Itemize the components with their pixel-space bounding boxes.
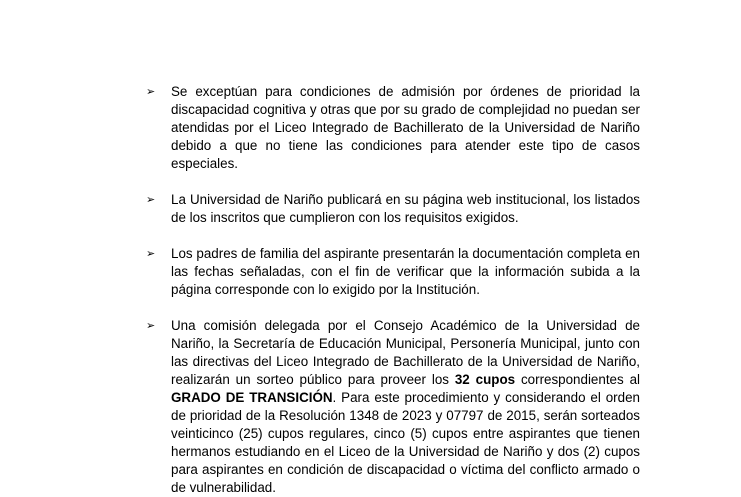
requirements-bullet-list xyxy=(146,83,640,497)
bullet-text: Los padres de familia del aspirante presentarán la documentación completa en las fechas señaladas, con el fin de verificar que la información subida a la página corresponde con lo exigido por la Institución. xyxy=(171,246,640,297)
quota-count: 32 cupos xyxy=(454,372,516,387)
bullet-item-documentation xyxy=(146,245,640,299)
arrow-bullet-icon: ➢ xyxy=(146,248,156,260)
bullet-text-part: correspondientes al xyxy=(515,372,640,387)
arrow-bullet-icon: ➢ xyxy=(146,320,156,332)
bullet-text: La Universidad de Nariño publicará en su página web institucional, los listados de los inscritos que cumplieron con los requisitos exigidos. xyxy=(171,192,640,225)
bullet-text-part: Una comisión delegada por el Consejo Académico de la Universidad de Nariño, la Secretaría de Educación Municipal, Personería Municipal, junto con las directivas del Liceo Integrado de Bachillerato de la Universidad de Nariño, realizarán un sorteo público para proveer los xyxy=(171,318,640,387)
arrow-bullet-icon: ➢ xyxy=(146,194,156,206)
bullet-item-exceptions xyxy=(146,83,640,173)
grade-name: GRADO DE TRANSICIÓN xyxy=(171,390,333,405)
arrow-bullet-icon: ➢ xyxy=(146,86,156,98)
bullet-item-publication xyxy=(146,191,640,227)
bullet-text: Se exceptúan para condiciones de admisión por órdenes de prioridad la discapacidad cognitiva y otras que por su grado de complejidad no puedan ser atendidas por el Liceo Integrado de Bachillerato de la Universidad de Nariño debido a que no tiene las condiciones para atender este tipo de casos especiales. xyxy=(171,84,640,171)
bullet-text-part: . Para este procedimiento y considerando el orden de prioridad de la Resolución 1348 de 2023 y 07797 de 2015, serán sorteados veinticinco (25) cupos regulares, cinco (5) cupos entre aspirantes que tienen hermanos estudiando en el Liceo de la Universidad de Nariño y dos (2) cupos para aspirantes en condición de discapacidad o víctima del conflicto armado o de vulnerabilidad. xyxy=(171,390,640,495)
bullet-item-lottery xyxy=(146,317,640,497)
